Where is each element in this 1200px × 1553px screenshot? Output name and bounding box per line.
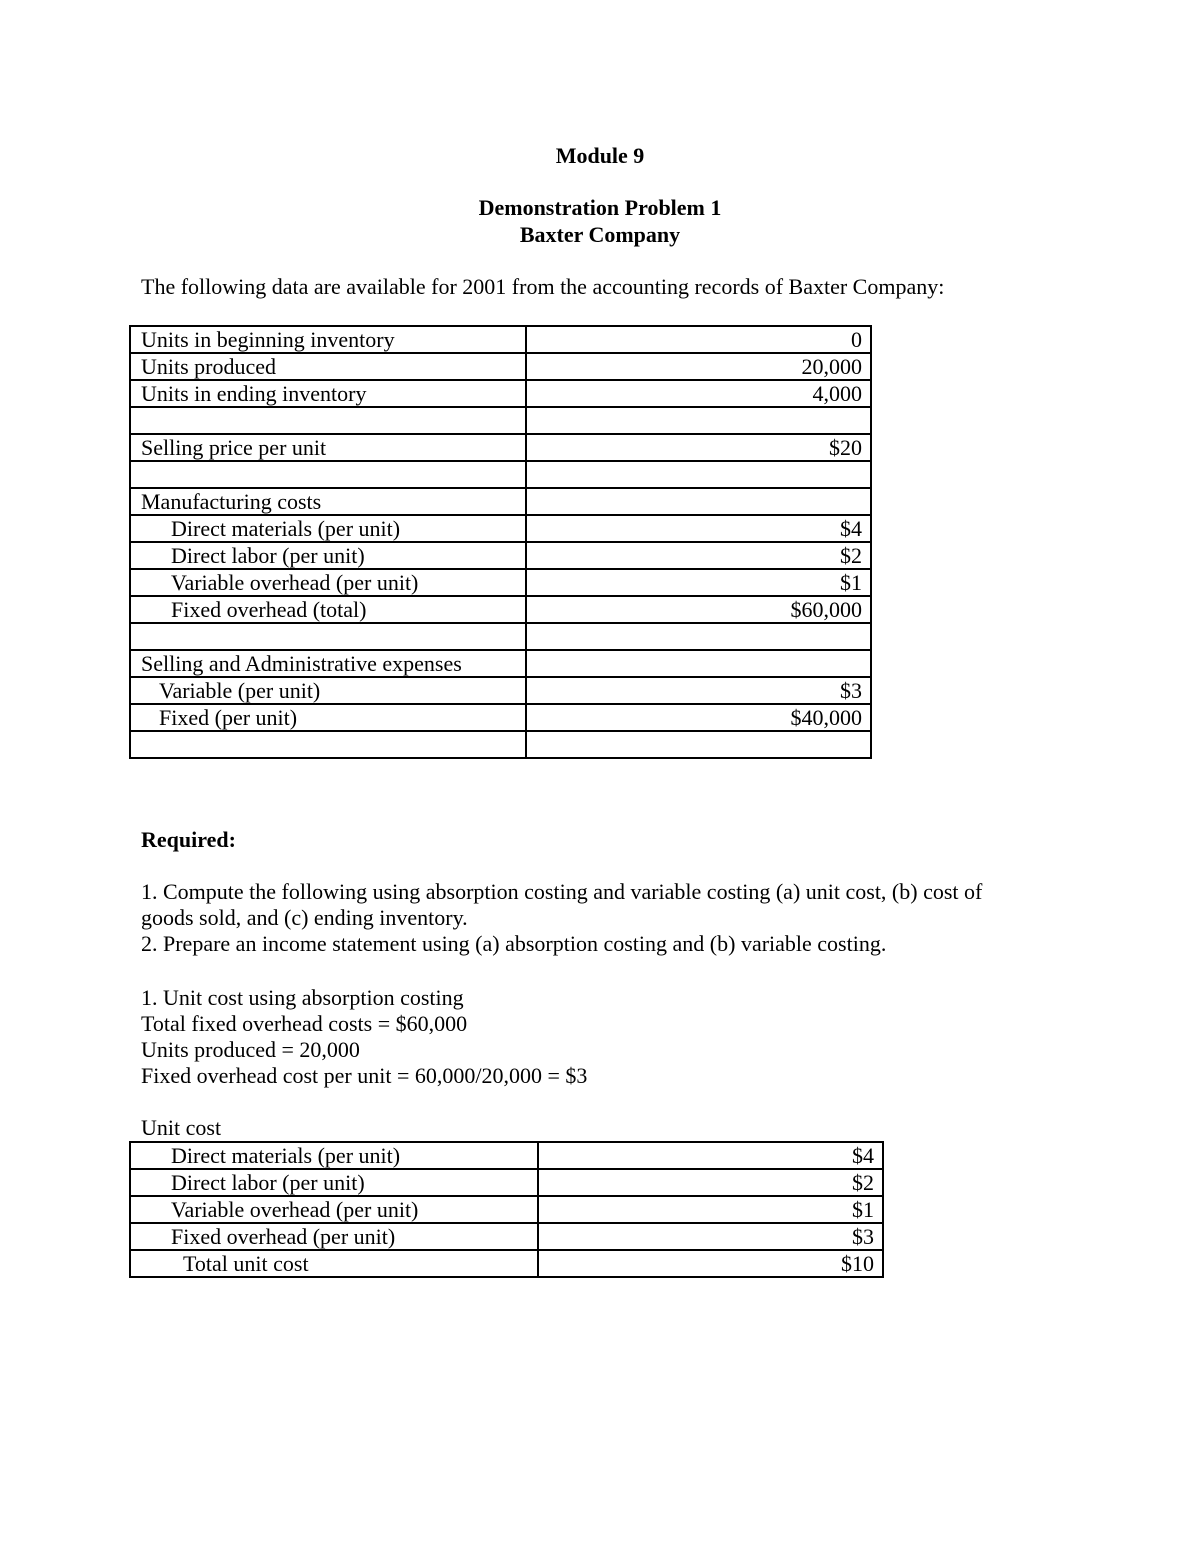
unit-cost-label: Unit cost bbox=[141, 1115, 222, 1140]
company-title: Baxter Company bbox=[519, 222, 681, 247]
table-row bbox=[130, 569, 871, 596]
problem-title: Demonstration Problem 1 bbox=[478, 195, 722, 220]
row-value: $20 bbox=[526, 434, 871, 461]
table-row bbox=[130, 677, 871, 704]
table-row bbox=[130, 542, 871, 569]
solution-line-4: Fixed overhead cost per unit = 60,000/20,000 = $3 bbox=[141, 1063, 588, 1088]
row-value bbox=[526, 650, 871, 677]
table-row bbox=[130, 1169, 883, 1196]
intro-text: The following data are available for 2001 from the accounting records of Baxter Company: bbox=[141, 274, 945, 299]
table-row bbox=[130, 515, 871, 542]
row-label: Selling and Administrative expenses bbox=[130, 650, 526, 677]
row-value: 0 bbox=[526, 326, 871, 353]
row-label: Direct materials (per unit) bbox=[130, 515, 526, 542]
row-value bbox=[526, 623, 871, 650]
required-item-2: 2. Prepare an income statement using (a) absorption costing and (b) variable costing. bbox=[141, 931, 887, 956]
row-value: $2 bbox=[526, 542, 871, 569]
row-value: 20,000 bbox=[526, 353, 871, 380]
row-value bbox=[526, 461, 871, 488]
row-label: Selling price per unit bbox=[130, 434, 526, 461]
table-row bbox=[130, 326, 871, 353]
table-row bbox=[130, 1223, 883, 1250]
row-value bbox=[526, 731, 871, 758]
row-value: $40,000 bbox=[526, 704, 871, 731]
row-label: Variable overhead (per unit) bbox=[130, 569, 526, 596]
row-label: Direct labor (per unit) bbox=[130, 1169, 538, 1196]
solution-line-2: Total fixed overhead costs = $60,000 bbox=[141, 1011, 468, 1036]
solution-line-1: 1. Unit cost using absorption costing bbox=[141, 985, 464, 1010]
row-value: $4 bbox=[538, 1142, 883, 1169]
row-value: $2 bbox=[538, 1169, 883, 1196]
row-value bbox=[526, 407, 871, 434]
row-value: $4 bbox=[526, 515, 871, 542]
table-row bbox=[130, 704, 871, 731]
row-label bbox=[130, 731, 526, 758]
table-row bbox=[130, 596, 871, 623]
table-row bbox=[130, 623, 871, 650]
row-value: $3 bbox=[526, 677, 871, 704]
row-label: Units in ending inventory bbox=[130, 380, 526, 407]
table-row bbox=[130, 407, 871, 434]
required-heading: Required: bbox=[141, 827, 236, 852]
table-row bbox=[130, 1196, 883, 1223]
required-item-1-cont: goods sold, and (c) ending inventory. bbox=[141, 905, 468, 930]
table-row bbox=[130, 731, 871, 758]
row-value: $1 bbox=[526, 569, 871, 596]
row-value: $1 bbox=[538, 1196, 883, 1223]
row-value: $3 bbox=[538, 1223, 883, 1250]
row-label bbox=[130, 461, 526, 488]
table-row bbox=[130, 1142, 883, 1169]
row-label: Direct materials (per unit) bbox=[130, 1142, 538, 1169]
data-table bbox=[129, 325, 872, 759]
row-label bbox=[130, 407, 526, 434]
table-row bbox=[130, 434, 871, 461]
table-row bbox=[130, 488, 871, 515]
row-value: 4,000 bbox=[526, 380, 871, 407]
row-label: Units in beginning inventory bbox=[130, 326, 526, 353]
row-value bbox=[526, 488, 871, 515]
unit-cost-table bbox=[129, 1141, 884, 1278]
row-label: Variable (per unit) bbox=[130, 677, 526, 704]
row-label: Fixed (per unit) bbox=[130, 704, 526, 731]
module-title: Module 9 bbox=[555, 143, 645, 168]
table-row bbox=[130, 1250, 883, 1277]
row-value: $10 bbox=[538, 1250, 883, 1277]
row-label: Direct labor (per unit) bbox=[130, 542, 526, 569]
table-row bbox=[130, 461, 871, 488]
row-label bbox=[130, 623, 526, 650]
row-label: Variable overhead (per unit) bbox=[130, 1196, 538, 1223]
required-item-1: 1. Compute the following using absorption costing and variable costing (a) unit cost, (b) cost of bbox=[141, 879, 983, 904]
row-label: Fixed overhead (total) bbox=[130, 596, 526, 623]
table-row bbox=[130, 380, 871, 407]
row-label: Units produced bbox=[130, 353, 526, 380]
table-row bbox=[130, 650, 871, 677]
row-label: Fixed overhead (per unit) bbox=[130, 1223, 538, 1250]
solution-line-3: Units produced = 20,000 bbox=[141, 1037, 360, 1062]
row-label: Total unit cost bbox=[130, 1250, 538, 1277]
table-row bbox=[130, 353, 871, 380]
row-value: $60,000 bbox=[526, 596, 871, 623]
row-label: Manufacturing costs bbox=[130, 488, 526, 515]
